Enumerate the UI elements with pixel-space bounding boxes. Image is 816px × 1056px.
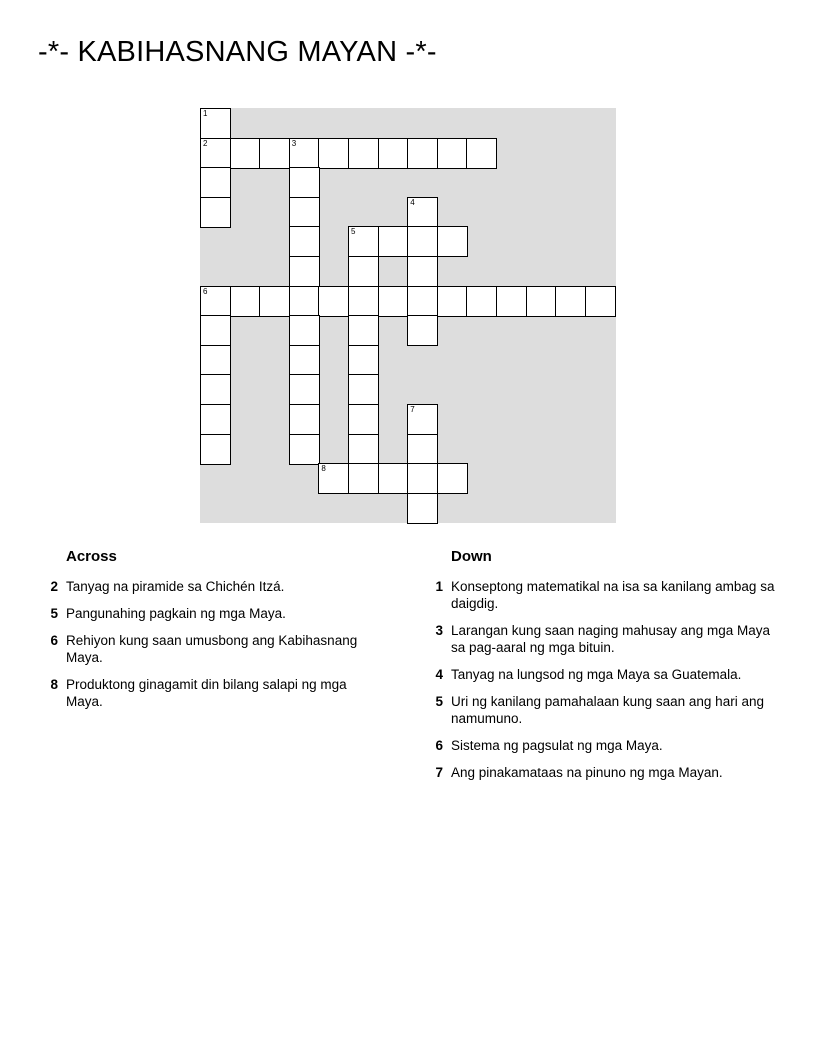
down-clue bbox=[421, 578, 786, 612]
crossword-cell[interactable] bbox=[466, 286, 497, 317]
crossword-cell[interactable] bbox=[437, 226, 468, 257]
clue-text: Larangan kung saan naging mahusay ang mga Maya sa pag-aaral ng mga bituin. bbox=[451, 623, 770, 655]
crossword-cell[interactable] bbox=[289, 404, 320, 435]
crossword-cell[interactable] bbox=[289, 286, 320, 317]
down-heading: Down bbox=[451, 548, 492, 565]
clue-text: Uri ng kanilang pamahalaan kung saan ang hari ang namumuno. bbox=[451, 694, 764, 726]
clue-number-label: 3 bbox=[291, 138, 297, 148]
clue-number-label: 8 bbox=[321, 464, 326, 474]
clue-number: 8 bbox=[50, 677, 58, 692]
crossword-cell[interactable] bbox=[407, 256, 438, 287]
crossword-cell[interactable] bbox=[378, 286, 409, 317]
crossword-cell[interactable] bbox=[526, 286, 557, 317]
clue-number: 1 bbox=[435, 579, 443, 594]
clue-number: 2 bbox=[50, 579, 58, 594]
crossword-cell[interactable] bbox=[348, 404, 379, 435]
crossword-cell[interactable] bbox=[407, 286, 438, 317]
crossword-cell[interactable] bbox=[318, 463, 349, 494]
clue-number-label: 7 bbox=[410, 405, 415, 414]
clue-number: 5 bbox=[50, 606, 58, 621]
clue-number: 3 bbox=[435, 623, 443, 638]
crossword-cell[interactable] bbox=[259, 286, 290, 317]
crossword-cell[interactable] bbox=[378, 463, 409, 494]
crossword-cell[interactable] bbox=[466, 138, 497, 169]
clue-text: Sistema ng pagsulat ng mga Maya. bbox=[451, 738, 663, 753]
down-clue bbox=[421, 666, 786, 683]
crossword-cell[interactable] bbox=[200, 345, 231, 376]
clue-number-label: 1 bbox=[203, 109, 208, 118]
clue-number: 6 bbox=[50, 633, 58, 648]
across-heading: Across bbox=[66, 548, 117, 565]
crossword-cell[interactable] bbox=[407, 315, 438, 346]
crossword-cell[interactable] bbox=[230, 286, 261, 317]
crossword-cell[interactable] bbox=[348, 374, 379, 405]
clue-number-label: 6 bbox=[203, 286, 208, 296]
crossword-cell[interactable] bbox=[348, 345, 379, 376]
crossword-cell[interactable] bbox=[348, 463, 379, 494]
crossword-cell[interactable] bbox=[437, 286, 468, 317]
crossword-cell[interactable] bbox=[348, 226, 379, 257]
clue-number: 6 bbox=[435, 738, 443, 753]
across-clue bbox=[36, 605, 376, 622]
page-title: -*- KABIHASNANG MAYAN -*- bbox=[38, 36, 437, 68]
crossword-cell[interactable] bbox=[200, 374, 231, 405]
crossword-cell[interactable] bbox=[289, 138, 320, 169]
clue-text: Konseptong matematikal na isa sa kanilang ambag sa daigdig. bbox=[451, 579, 775, 611]
crossword-cell[interactable] bbox=[289, 256, 320, 287]
across-clue bbox=[36, 676, 376, 710]
crossword-cell[interactable] bbox=[378, 226, 409, 257]
crossword-cell[interactable] bbox=[407, 226, 438, 257]
crossword-grid bbox=[200, 108, 616, 523]
clue-text: Pangunahing pagkain ng mga Maya. bbox=[66, 606, 286, 621]
crossword-cell[interactable] bbox=[200, 167, 231, 198]
crossword-cell[interactable] bbox=[348, 256, 379, 287]
crossword-cell[interactable] bbox=[437, 138, 468, 169]
clue-text: Tanyag na piramide sa Chichén Itzá. bbox=[66, 579, 285, 594]
clue-text: Ang pinakamataas na pinuno ng mga Mayan. bbox=[451, 765, 723, 780]
crossword-cell[interactable] bbox=[407, 404, 438, 435]
down-clue bbox=[421, 764, 786, 781]
crossword-cell[interactable] bbox=[348, 315, 379, 346]
crossword-cell[interactable] bbox=[318, 138, 349, 169]
crossword-cell[interactable] bbox=[230, 138, 261, 169]
crossword-cell[interactable] bbox=[348, 286, 379, 317]
crossword-cell[interactable] bbox=[259, 138, 290, 169]
crossword-cell[interactable] bbox=[407, 138, 438, 169]
crossword-cell[interactable] bbox=[289, 315, 320, 346]
crossword-cell[interactable] bbox=[200, 286, 231, 317]
crossword-cell[interactable] bbox=[496, 286, 527, 317]
clue-text: Produktong ginagamit din bilang salapi ng mga Maya. bbox=[66, 677, 347, 709]
clue-number: 4 bbox=[435, 667, 443, 682]
clue-number-label: 2 bbox=[203, 138, 208, 148]
crossword-cell[interactable] bbox=[407, 434, 438, 465]
crossword-cell[interactable] bbox=[437, 463, 468, 494]
across-clue bbox=[36, 632, 376, 666]
clue-number-label: 4 bbox=[410, 197, 415, 207]
crossword-cell[interactable] bbox=[289, 167, 320, 198]
clue-text: Rehiyon kung saan umusbong ang Kabihasnang Maya. bbox=[66, 633, 358, 665]
crossword-cell[interactable] bbox=[585, 286, 616, 317]
crossword-cell[interactable] bbox=[318, 286, 349, 317]
crossword-cell[interactable] bbox=[200, 108, 231, 139]
clue-number: 7 bbox=[435, 765, 443, 780]
crossword-cell[interactable] bbox=[200, 138, 231, 169]
down-clue-list bbox=[421, 578, 786, 791]
crossword-cell[interactable] bbox=[348, 434, 379, 465]
crossword-cell[interactable] bbox=[407, 463, 438, 494]
crossword-cell[interactable] bbox=[348, 138, 379, 169]
clue-number: 5 bbox=[435, 694, 443, 709]
down-clue bbox=[421, 693, 786, 727]
crossword-cell[interactable] bbox=[555, 286, 586, 317]
crossword-cell[interactable] bbox=[407, 197, 438, 228]
crossword-cell[interactable] bbox=[289, 374, 320, 405]
crossword-cell[interactable] bbox=[200, 404, 231, 435]
crossword-cell[interactable] bbox=[378, 138, 409, 169]
clue-text: Tanyag na lungsod ng mga Maya sa Guatemala. bbox=[451, 667, 742, 682]
crossword-cell[interactable] bbox=[407, 493, 438, 524]
across-clue-list bbox=[36, 578, 376, 720]
crossword-cell[interactable] bbox=[289, 226, 320, 257]
crossword-cell[interactable] bbox=[289, 434, 320, 465]
down-clue bbox=[421, 737, 786, 754]
crossword-cell[interactable] bbox=[200, 434, 231, 465]
clue-number-label: 5 bbox=[351, 227, 356, 237]
down-clue bbox=[421, 622, 786, 656]
crossword-cell[interactable] bbox=[200, 315, 231, 346]
crossword-cell[interactable] bbox=[200, 197, 231, 228]
crossword-cell[interactable] bbox=[289, 197, 320, 228]
across-clue bbox=[36, 578, 376, 595]
crossword-cell[interactable] bbox=[289, 345, 320, 376]
